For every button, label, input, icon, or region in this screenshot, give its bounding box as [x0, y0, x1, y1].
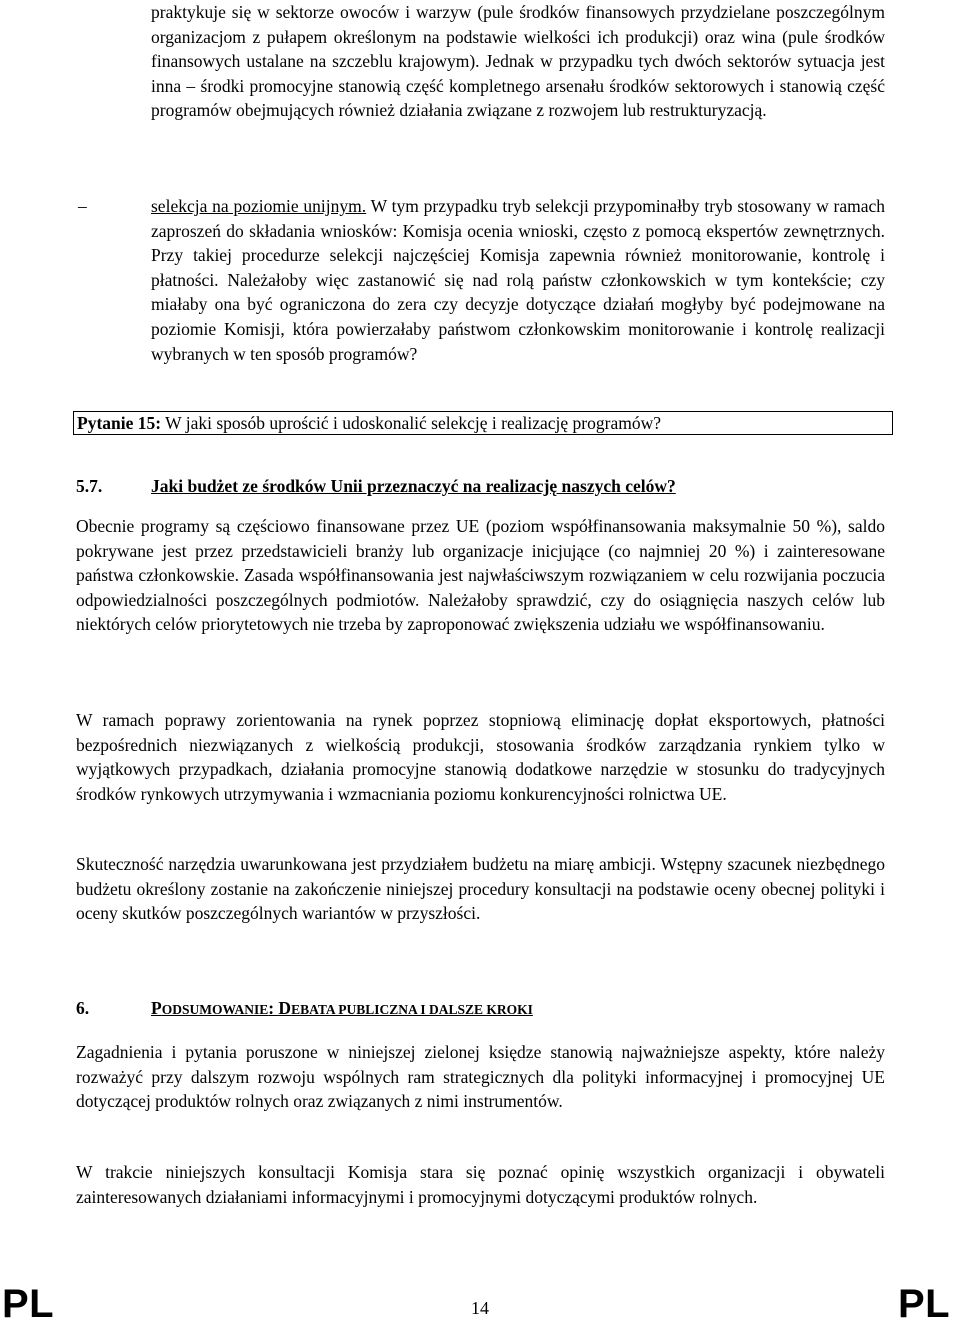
- section-number-6: 6.: [76, 998, 90, 1018]
- paragraph-consultation: W trakcie niniejszych konsultacji Komisja stara się poznać opinię wszystkich organizacji i obywateli zainteresowanych działaniami informacyjnymi i promocyjnymi dotyczącymi produktów rolnych.: [76, 1162, 885, 1207]
- paragraph-budget-effectiveness: Skuteczność narzędzia uwarunkowana jest przydziałem budżetu na miarę ambicji. Wstępny szacunek niezbędnego budżetu określony zostanie na zakończenie niniejszej procedury konsultacji na podstawie oceny obecnej polityki i oceny skutków poszczególnych wariantów w przyszłości.: [76, 854, 885, 924]
- bullet-lead: selekcja na poziomie unijnym.: [151, 196, 367, 216]
- question-label: Pytanie 15:: [77, 413, 162, 433]
- page-number: 14: [471, 1298, 489, 1318]
- bullet-union-level-selection: [151, 194, 885, 366]
- question-text: W jaki sposób uprościć i udoskonalić selekcję i realizację programów?: [161, 413, 661, 433]
- footer-lang-right: PL: [898, 1282, 951, 1326]
- paragraph-green-paper-issues: Zagadnienia i pytania poruszone w niniejszej zielonej księdze stanowią najważniejsze aspekty, które należy rozważyć przy dalszym rozwoju wspólnych ram strategicznych dla polityki informacyjnej i promocyjnej UE dotyczącej produktów rolnych oraz związanych z nimi instrumentów.: [76, 1042, 885, 1112]
- question-box: [73, 411, 893, 435]
- bullet-dash: –: [78, 196, 87, 216]
- section-number-5-7: 5.7.: [76, 476, 103, 496]
- footer-lang-left: PL: [2, 1282, 55, 1326]
- bullet-body: W tym przypadku tryb selekcji przypominałby tryb stosowany w ramach zaproszeń do składania wniosków: Komisja ocenia wnioski, często z pomocą ekspertów zewnętrznych. Przy takiej procedurze selekcji najczęściej Komisja zapewnia również monitorowanie, kontrolę i płatności. Należałoby więc zastanowić się nad rolą państw członkowskich w tym kontekście; czy miałaby ona być ograniczona do zera czy decyzje dotyczące działań mogłyby być podejmowane na poziomie Komisji, która powierzałaby państwom członkowskim monitorowanie i kontrolę realizacji wybranych w ten sposób programów?: [151, 196, 886, 364]
- section-title-budget: Jaki budżet ze środków Unii przeznaczyć na realizację naszych celów?: [151, 476, 676, 496]
- paragraph-cofinancing: Obecnie programy są częściowo finansowane przez UE (poziom współfinansowania maksymalnie 50 %), saldo pokrywane jest przez przedstawicieli branży lub organizacje inicjujące (co najmniej 20 %) i zainteresowane państwa członkowskie. Zasada współfinansowania jest najwłaściwszym rozwiązaniem w celu rozwijania poczucia odpowiedzialności poszczególnych podmiotów. Należałoby sprawdzić, czy do osiągnięcia naszych celów lub niektórych celów priorytetowych nie trzeba by zaproponować zwiększenia udziału we współfinansowaniu.: [76, 516, 885, 635]
- paragraph-market-orientation: W ramach poprawy zorientowania na rynek poprzez stopniową eliminację dopłat eksportowych, płatności bezpośrednich niezwiązanych z wielkością produkcji, stosowania środków zarządzania rynkiem tylko w wyjątkowych przypadkach, działania promocyjne stanowią dodatkowe narzędzie w stosunku do tradycyjnych środków rynkowych utrzymywania i wzmacniania poziomu konkurencyjności rolnictwa UE.: [76, 710, 885, 804]
- section-title-summary: PODSUMOWANIE: DEBATA PUBLICZNA I DALSZE KROKI: [151, 998, 533, 1018]
- paragraph-sector-wine-fruit: praktykuje się w sektorze owoców i warzyw (pule środków finansowych przydzielane poszczególnym organizacjom z pułapem określonym na podstawie wielkości ich produkcji) oraz wina (pule środków finansowych ustalane na szczeblu krajowym). Jednak w przypadku tych dwóch sektorów sytuacja jest inna – środki promocyjne stanowią część kompletnego arsenału środków sektorowych i stanowią część programów obejmujących również działania związane z rozwojem lub restrukturyzacją.: [151, 2, 885, 121]
